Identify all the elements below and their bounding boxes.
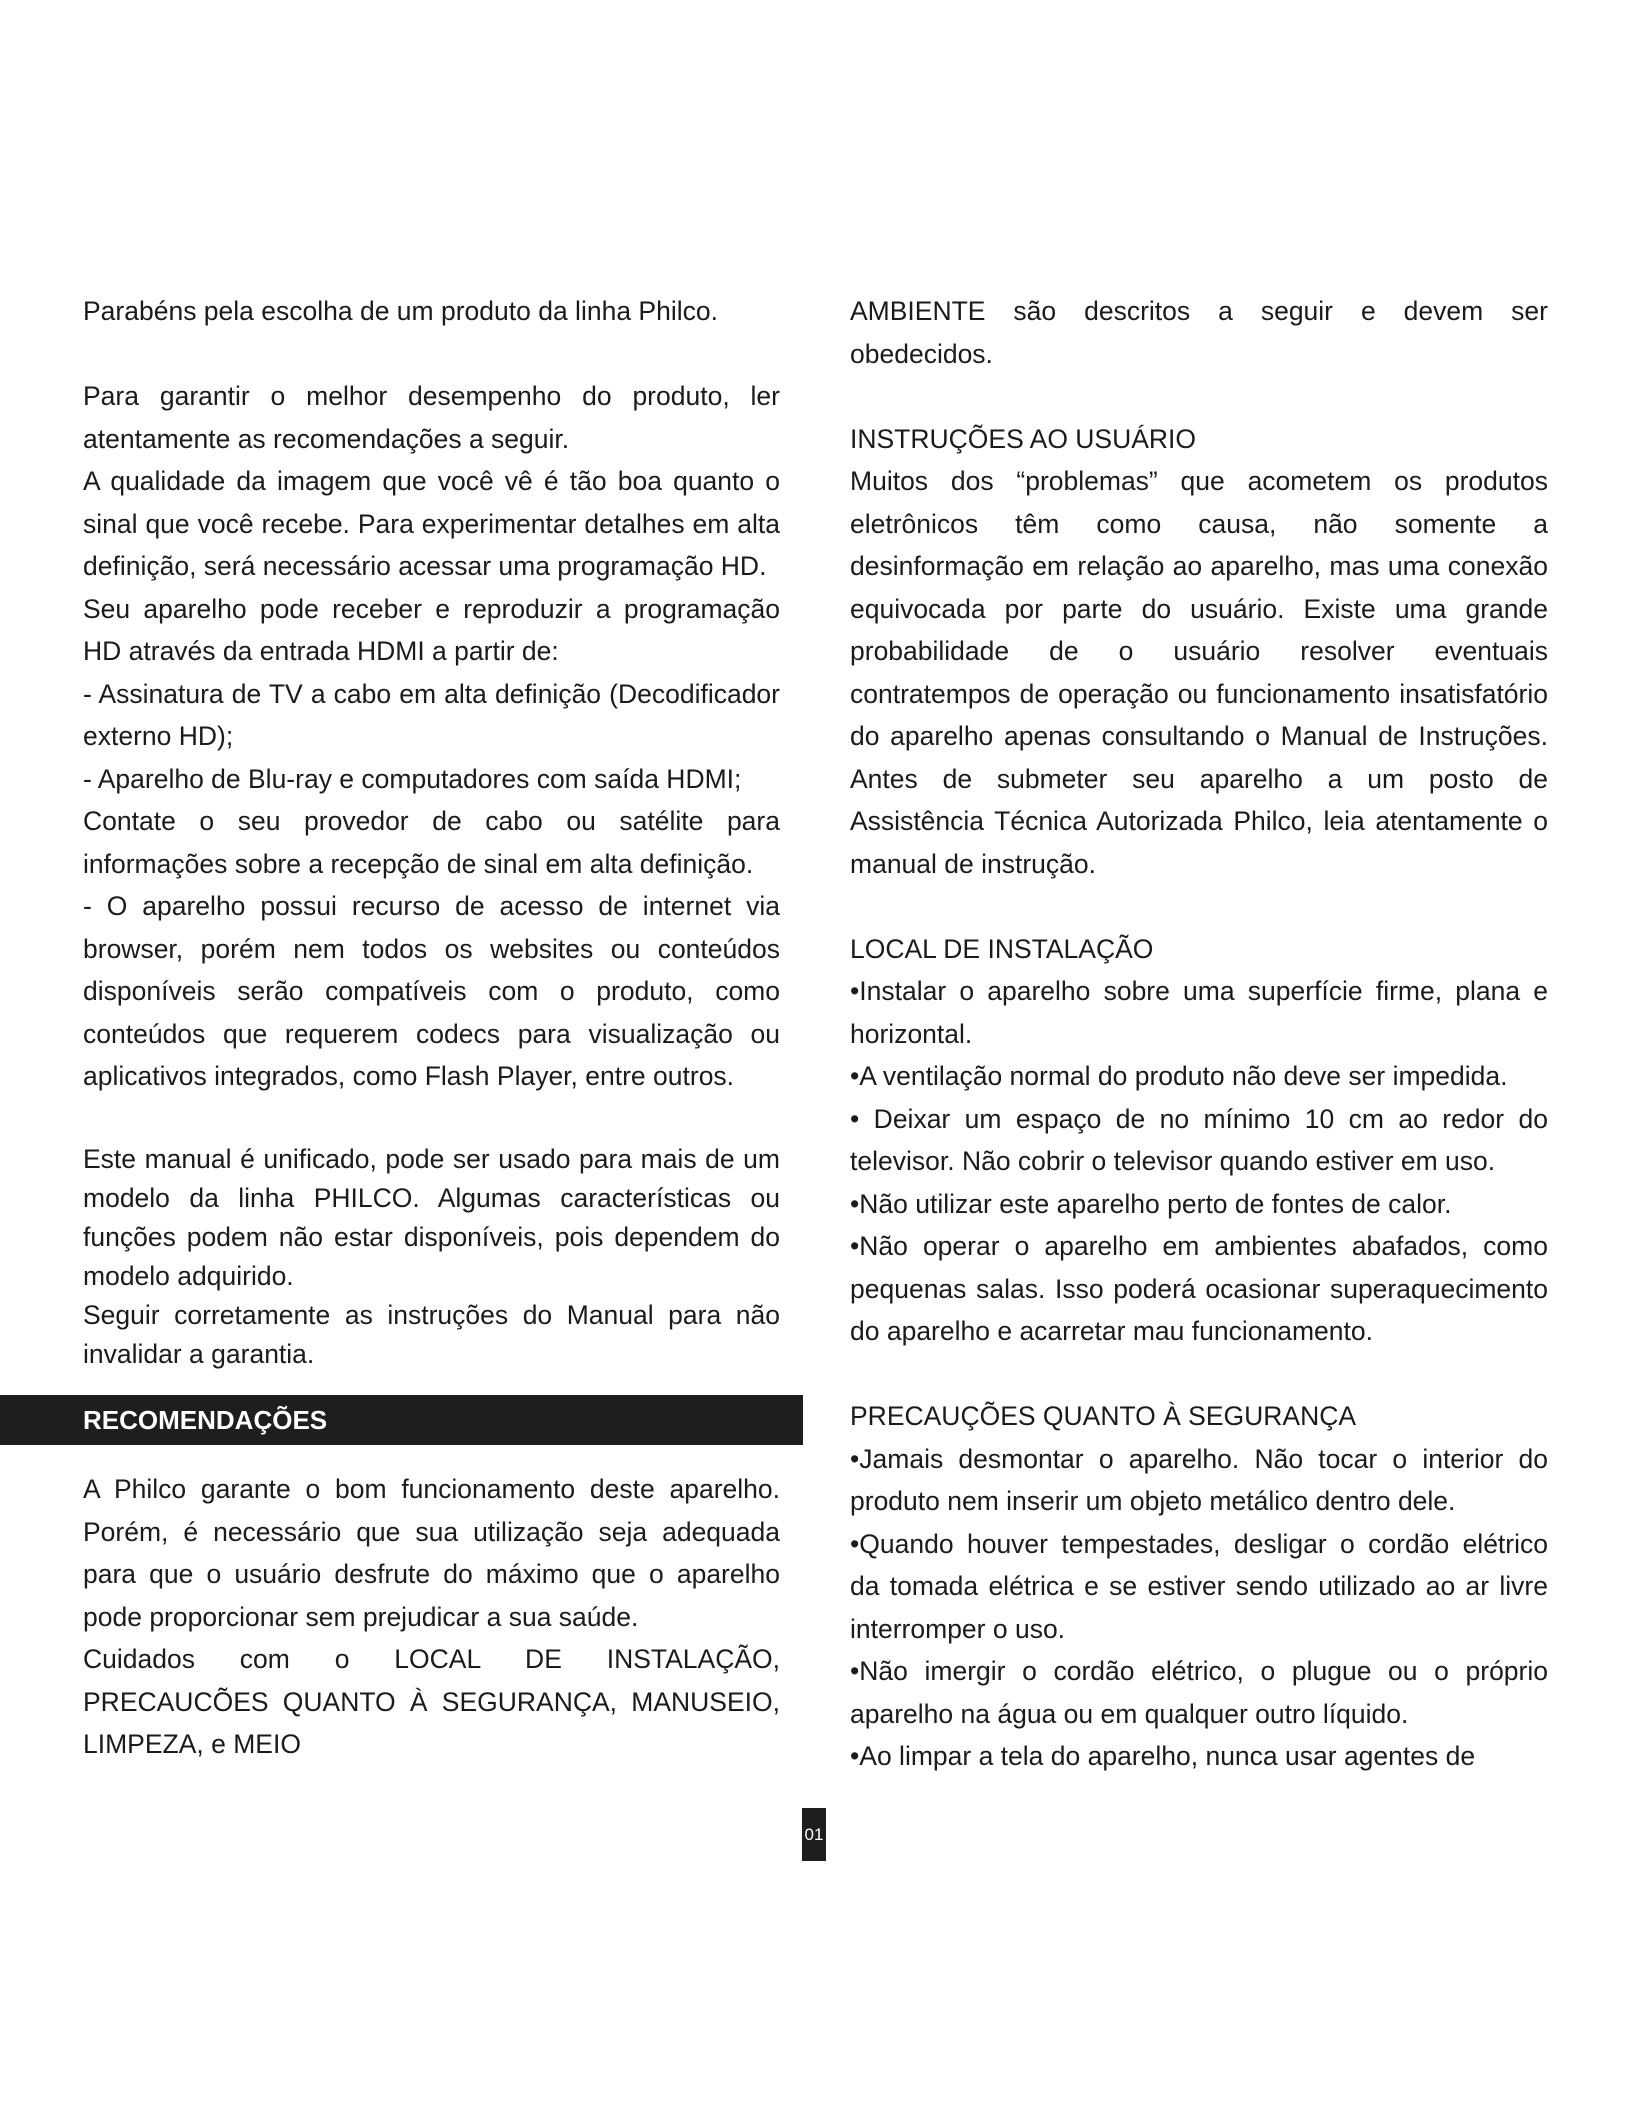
bullet-item: •Instalar o aparelho sobre uma superfície firme, plana e horizontal. [850,976,1548,1049]
section-heading-local: LOCAL DE INSTALAÇÃO [850,933,1154,964]
right-column [850,290,1548,1778]
bullet-item: •A ventilação normal do produto não deve ser impedida. [850,1061,1508,1091]
paragraph: A qualidade da imagem que você vê é tão boa quanto o sinal que você recebe. Para experimentar detalhes em alta definição, será necessário acessar uma programação HD. [83,466,780,581]
bullet-item: •Não utilizar este aparelho perto de fontes de calor. [850,1188,1452,1219]
paragraph: Contate o seu provedor de cabo ou satélite para informações sobre a recepção de sinal em alta definição. [83,806,780,879]
bullet-item: •Ao limpar a tela do aparelho, nunca usar agentes de [850,1741,1476,1771]
paragraph: AMBIENTE são descritos a seguir e devem ser obedecidos. [850,296,1548,369]
section-heading-seguranca: PRECAUÇÕES QUANTO À SEGURANÇA [850,1401,1357,1431]
paragraph: Este manual é unificado, pode ser usado para mais de um modelo da linha PHILCO. Algumas características ou funções podem não estar disponíveis, pois dependem do modelo adquirido. [83,1144,780,1291]
page-number: 01 [802,1808,826,1861]
list-item: - Assinatura de TV a cabo em alta definição (Decodificador externo HD); [83,678,780,751]
paragraph: - O aparelho possui recurso de acesso de internet via browser, porém nem todos os websites ou conteúdos disponíveis serão compatíveis com o produto, como conteúdos que requerem codecs para visualização ou aplicativos integrados, como Flash Player, entre outros. [83,891,780,1091]
paragraph: Muitos dos “problemas” que acometem os produtos eletrônicos têm como causa, não somente a desinformação em relação ao aparelho, mas uma conexão equivocada por parte do usuário. Existe uma grande probabilidade de o usuário resolver eventuais contratempos de operação ou funcionamento insatisfatório do aparelho apenas consultando o Manual de Instruções. Antes de submeter seu aparelho a um posto de Assistência Técnica Autorizada Philco, leia atentamente o manual de instrução. [850,466,1548,879]
bullet-item: •Jamais desmontar o aparelho. Não tocar o interior do produto nem inserir um objeto metálico dentro dele. [850,1443,1548,1516]
paragraph: Seguir corretamente as instruções do Manual para não invalidar a garantia. [83,1300,780,1369]
paragraph: Cuidados com o LOCAL DE INSTALAÇÃO, PRECAUCÕES QUANTO À SEGURANÇA, MANUSEIO, LIMPEZA, e MEIO [83,1644,780,1759]
intro-paragraph: Parabéns pela escolha de um produto da linha Philco. [83,296,718,326]
bullet-item: •Não imergir o cordão elétrico, o plugue ou o próprio aparelho na água ou em qualquer outro líquido. [850,1656,1548,1729]
paragraph: Para garantir o melhor desempenho do produto, ler atentamente as recomendações a seguir. [83,381,780,454]
bullet-item: •Quando houver tempestades, desligar o cordão elétrico da tomada elétrica e se estiver sendo utilizado ao ar livre interromper o uso. [850,1528,1548,1644]
section-heading-recomendacoes: RECOMENDAÇÕES [0,1395,803,1445]
bullet-item: •Não operar o aparelho em ambientes abafados, como pequenas salas. Isso poderá ocasionar superaquecimento do aparelho e acarretar mau funcionamento. [850,1231,1548,1346]
list-item: - Aparelho de Blu-ray e computadores com saída HDMI; [83,763,742,794]
paragraph: Seu aparelho pode receber e reproduzir a programação HD através da entrada HDMI a partir de: [83,593,780,666]
left-column [83,290,780,1766]
paragraph: A Philco garante o bom funcionamento deste aparelho. Porém, é necessário que sua utilização seja adequada para que o usuário desfrute do máximo que o aparelho pode proporcionar sem prejudicar a sua saúde. [83,1474,780,1632]
section-heading-instrucoes: INSTRUÇÕES AO USUÁRIO [850,423,1197,454]
bullet-item: • Deixar um espaço de no mínimo 10 cm ao redor do televisor. Não cobrir o televisor quando estiver em uso. [850,1103,1548,1176]
